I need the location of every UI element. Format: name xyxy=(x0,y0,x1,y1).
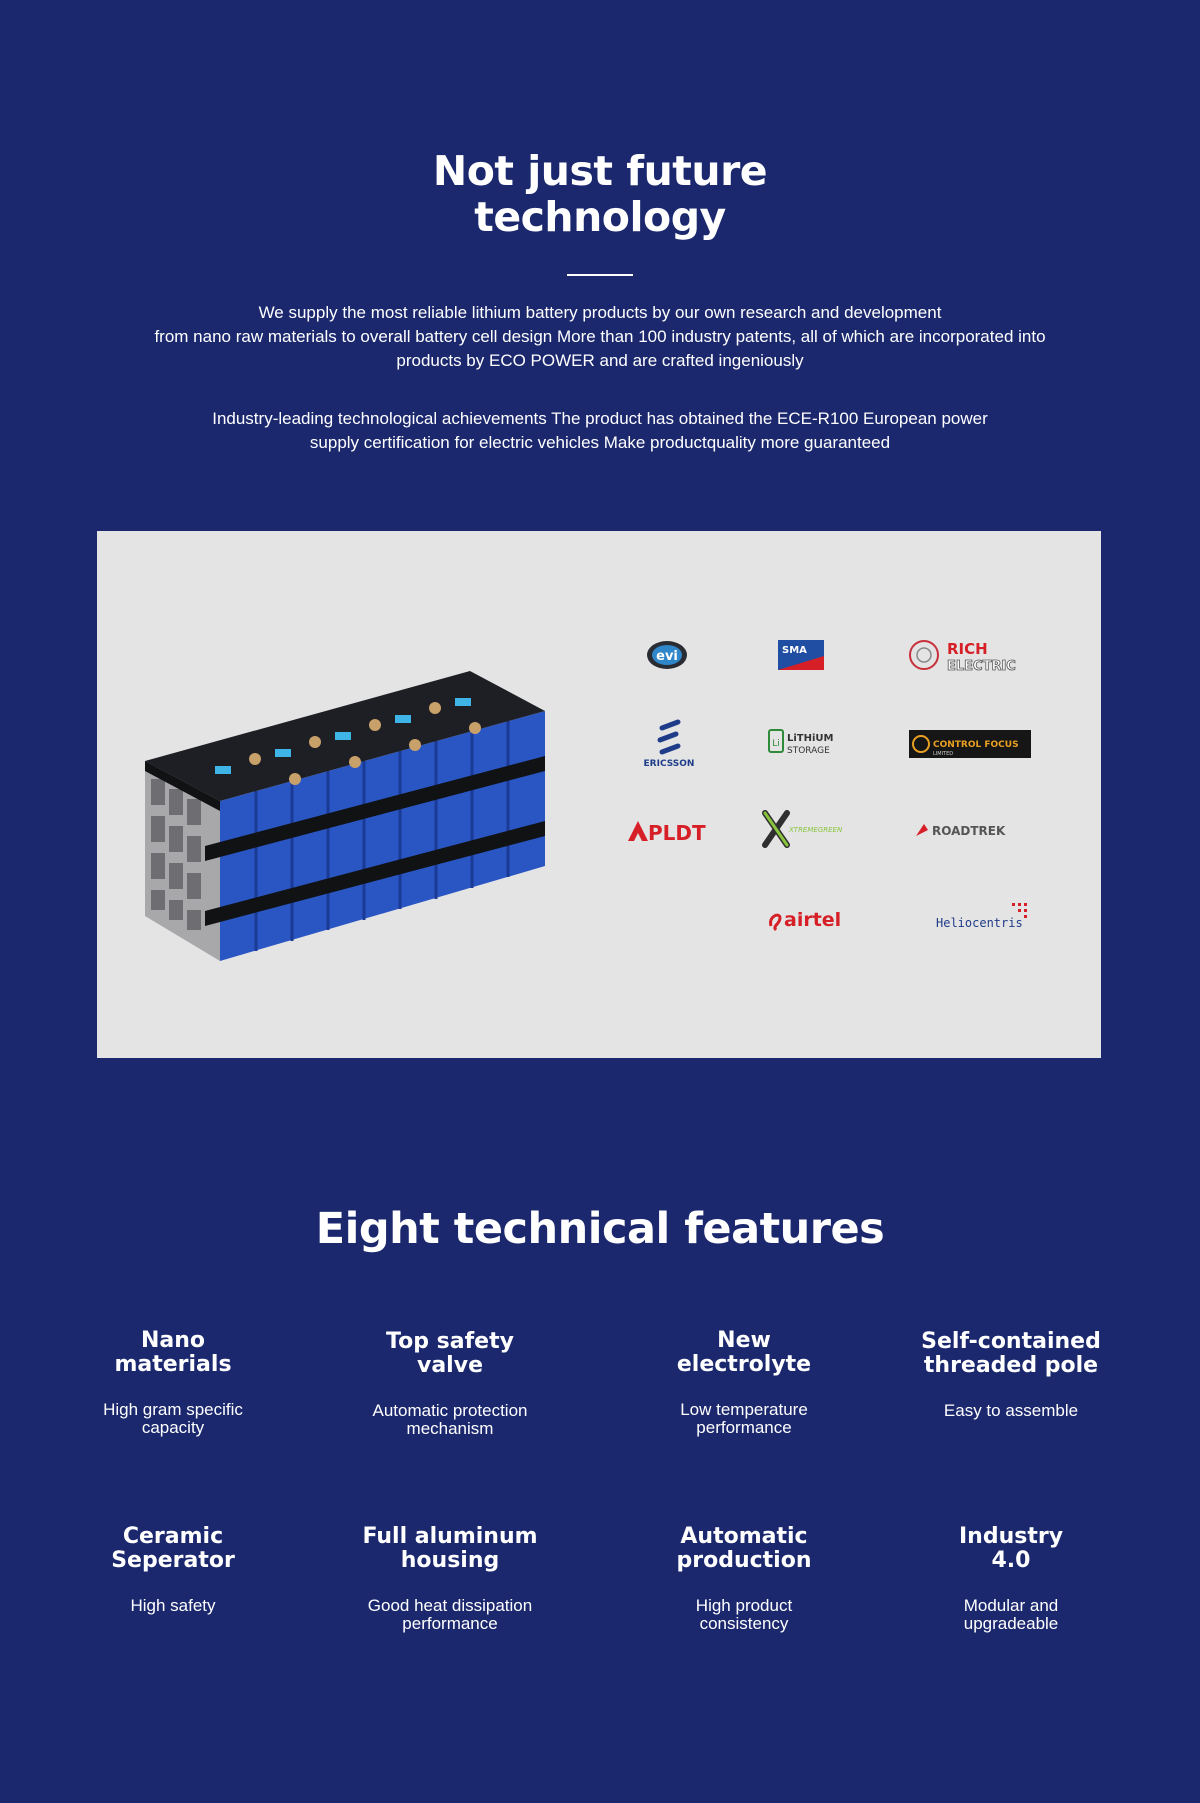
feature-description: Easy to assemble xyxy=(943,1401,1079,1420)
feature-description: Good heat dissipation performance xyxy=(367,1596,533,1633)
sma-logo xyxy=(777,638,825,672)
feature-description: Modular and upgradeable xyxy=(963,1596,1059,1633)
svg-text:LIMITED: LIMITED xyxy=(933,751,954,757)
svg-text:airtel: airtel xyxy=(784,909,842,931)
feature-title: Self-contained threaded pole xyxy=(921,1329,1101,1378)
feature-description: High product consistency xyxy=(695,1596,793,1633)
roadtrek-logo xyxy=(910,815,1030,845)
svg-text:STORAGE: STORAGE xyxy=(787,746,830,756)
partners-panel xyxy=(97,531,1101,1058)
pldt-logo xyxy=(624,814,714,848)
svg-text:Li: Li xyxy=(772,739,780,749)
feature-top-safety-valve xyxy=(320,1330,580,1438)
ericsson-logo xyxy=(637,716,701,770)
feature-aluminum-housing xyxy=(320,1525,580,1633)
feature-automatic-production xyxy=(614,1525,874,1633)
hero-title-line-2: technology xyxy=(474,193,726,241)
intro-line: from nano raw materials to overall battery cell design More than 100 industry patents, all of which are incorporated into xyxy=(154,327,1046,346)
airtel-logo xyxy=(765,902,847,936)
title-divider xyxy=(567,274,633,276)
feature-description: Automatic protection mechanism xyxy=(372,1401,528,1438)
features-title: Eight technical features xyxy=(315,1204,885,1254)
svg-text:PLDT: PLDT xyxy=(648,821,706,845)
rich-electric-logo xyxy=(907,635,1031,675)
svg-text:LiTHiUM: LiTHiUM xyxy=(787,733,834,744)
intro-line: We supply the most reliable lithium battery products by our own research and development xyxy=(258,303,942,322)
svg-text:SMA: SMA xyxy=(782,645,807,656)
feature-title: Automatic production xyxy=(676,1524,812,1573)
feature-new-electrolyte xyxy=(614,1329,874,1437)
heliocentris-logo xyxy=(934,899,1030,939)
intro-line: supply certification for electric vehicles Make productquality more guaranteed xyxy=(309,433,891,452)
svg-text:RICH: RICH xyxy=(947,640,988,658)
feature-title: Industry 4.0 xyxy=(958,1524,1064,1573)
feature-ceramic-separator xyxy=(43,1525,303,1615)
intro-line: products by ECO POWER and are crafted ingeniously xyxy=(396,351,804,370)
svg-text:XTREMEGREEN: XTREMEGREEN xyxy=(789,826,843,834)
feature-title: Full aluminum housing xyxy=(362,1524,538,1573)
evi-logo xyxy=(642,636,692,674)
svg-text:CONTROL FOCUS: CONTROL FOCUS xyxy=(933,740,1019,750)
svg-text:ERICSSON: ERICSSON xyxy=(643,759,695,769)
hero-title-line-1: Not just future xyxy=(432,147,768,195)
feature-threaded-pole xyxy=(881,1330,1141,1420)
feature-title: Top safety valve xyxy=(386,1329,514,1378)
svg-text:Heliocentris: Heliocentris xyxy=(936,916,1023,930)
feature-title: Nano materials xyxy=(114,1328,232,1377)
battery-pack-image xyxy=(145,671,565,961)
feature-industry-4 xyxy=(881,1525,1141,1633)
lithium-storage-logo xyxy=(765,725,845,759)
feature-nano-materials xyxy=(43,1329,303,1437)
intro-line: Industry-leading technological achievements The product has obtained the ECE-R100 European power xyxy=(212,409,988,428)
feature-description: Low temperature performance xyxy=(680,1400,808,1437)
svg-text:ROADTREK: ROADTREK xyxy=(932,824,1006,838)
feature-description: High safety xyxy=(130,1596,216,1615)
svg-text:ELECTRIC: ELECTRIC xyxy=(947,659,1016,674)
intro-paragraph-certification xyxy=(100,407,1100,455)
feature-description: High gram specific capacity xyxy=(103,1400,243,1437)
feature-title: Ceramic Seperator xyxy=(111,1524,235,1573)
control-focus-logo xyxy=(908,729,1032,759)
hero-title xyxy=(0,148,1200,240)
feature-title: New electrolyte xyxy=(676,1328,812,1377)
svg-text:evi: evi xyxy=(656,649,678,664)
xtremegreen-logo xyxy=(757,807,867,851)
intro-paragraph-research xyxy=(100,301,1100,373)
